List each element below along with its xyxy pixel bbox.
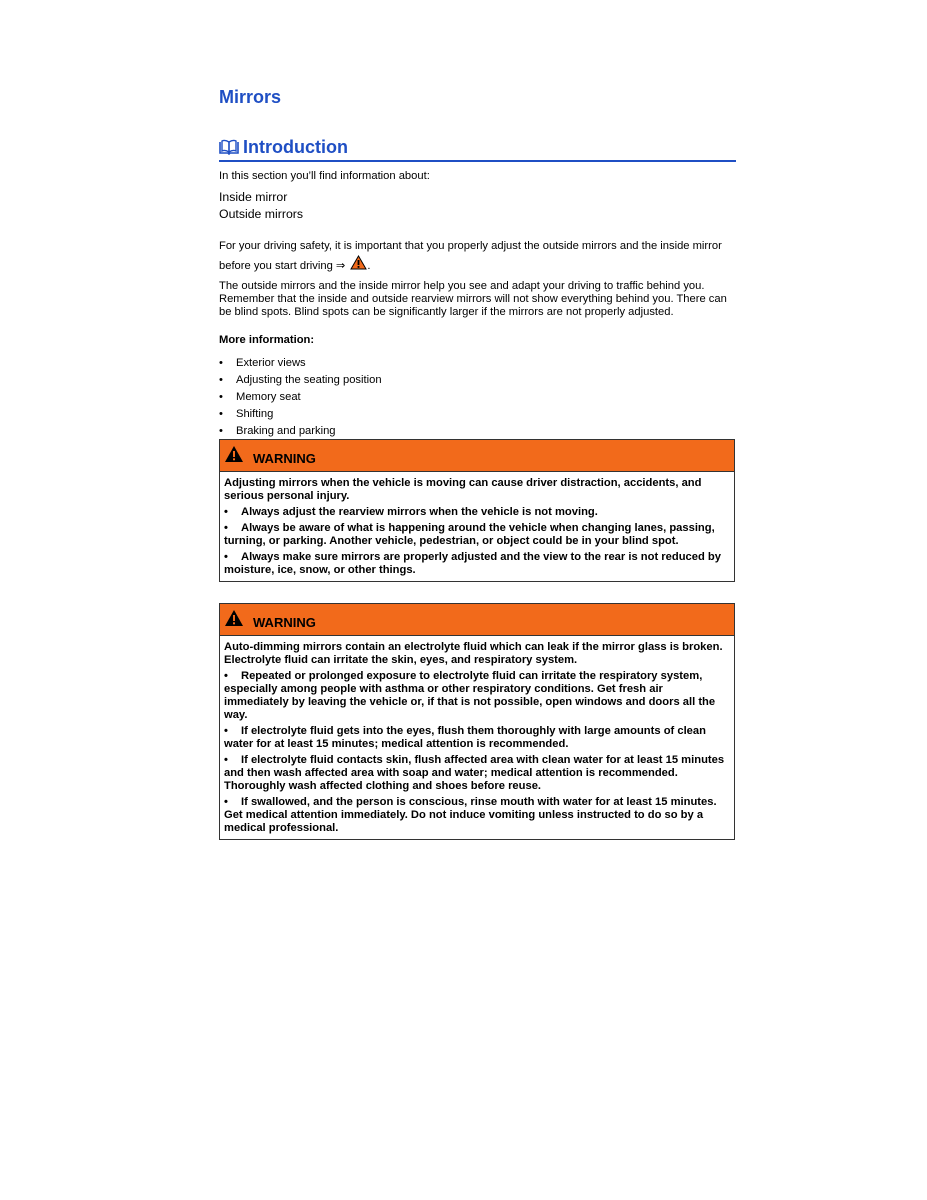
warning-intro: Adjusting mirrors when the vehicle is moving can cause driver distraction, accidents, and serious personal injury. bbox=[224, 477, 702, 502]
topic-item[interactable]: Inside mirror bbox=[219, 190, 288, 204]
warning-label: WARNING bbox=[253, 615, 316, 630]
topic-item[interactable]: Outside mirrors bbox=[219, 207, 304, 221]
warning-bullet: • Always be aware of what is happening around the vehicle when changing lanes, passing, turning, or parking. Another vehicle, pedestrian, or object could be in your blind spot. bbox=[224, 522, 715, 547]
warning-triangle-icon bbox=[224, 609, 244, 627]
warning-bullet: • Always make sure mirrors are properly adjusted and the view to the rear is not reduced by moisture, ice, snow, or other things. bbox=[224, 551, 721, 576]
warning-bullet: • If electrolyte fluid gets into the eyes, flush them thoroughly with large amounts of clean water for at least 15 minutes; medical attention is recommended. bbox=[224, 725, 706, 750]
warning-triangle-icon bbox=[224, 445, 244, 463]
warning-body bbox=[220, 472, 734, 581]
warning-triangle-icon[interactable] bbox=[350, 255, 367, 270]
detail-paragraph: The outside mirrors and the inside mirror help you see and adapt your driving to traffic behind you. Remember that the inside and outside rearview mirrors will not show everything behind you. There can be blind spots. Blind spots can be significantly larger if the mirrors are not properly adjusted. bbox=[219, 280, 727, 318]
more-info-item[interactable]: • Exterior views bbox=[219, 357, 306, 369]
warning-bullet: • Always adjust the rearview mirrors when the vehicle is not moving. bbox=[224, 506, 598, 518]
more-info-item[interactable]: • Shifting bbox=[219, 408, 274, 420]
more-info-heading: More information: bbox=[219, 334, 315, 346]
warning-label: WARNING bbox=[253, 451, 316, 466]
safety-paragraph bbox=[219, 237, 734, 275]
intro-lead: In this section you’ll find information about: bbox=[219, 170, 430, 182]
page-title: Mirrors bbox=[219, 87, 282, 107]
warning-box bbox=[219, 439, 735, 582]
safety-text: For your driving safety, it is important that you properly adjust the outside mirrors and the inside mirror before you start driving ⇒ bbox=[219, 240, 722, 272]
intro-content bbox=[219, 170, 734, 440]
warning-body bbox=[220, 636, 734, 839]
more-info-item[interactable]: • Memory seat bbox=[219, 391, 301, 403]
warning-bullet: • If swallowed, and the person is conscious, rinse mouth with water for at least 15 minutes. Get medical attention immediately. Do not induce vomiting unless instructed to do so by a medical professional. bbox=[224, 796, 717, 834]
section-header bbox=[219, 136, 736, 162]
topic-list bbox=[219, 189, 734, 223]
warning-header bbox=[220, 604, 734, 636]
warning-bullet: • If electrolyte fluid contacts skin, flush affected area with clean water for at least 15 minutes and then wash affected area with soap and water; medical attention is recommended. Thoroughly wash affected clothing and shoes before reuse. bbox=[224, 754, 725, 792]
warning-box bbox=[219, 603, 735, 840]
warning-header bbox=[220, 440, 734, 472]
warning-intro: Auto-dimming mirrors contain an electrolyte fluid which can leak if the mirror glass is broken. Electrolyte fluid can irritate the skin, eyes, and respiratory system. bbox=[224, 641, 723, 666]
book-icon bbox=[219, 139, 239, 155]
warning-bullet: • Repeated or prolonged exposure to electrolyte fluid can irritate the respiratory system, especially among people with asthma or other respiratory conditions. Get fresh air immediately by leaving the vehicle or, if that is not possible, open windows and doors all the way. bbox=[224, 670, 716, 721]
safety-end: . bbox=[367, 260, 371, 272]
more-info-list bbox=[219, 355, 734, 440]
section-title: Introduction bbox=[243, 137, 348, 157]
more-info-item[interactable]: • Adjusting the seating position bbox=[219, 374, 382, 386]
more-info-item[interactable]: • Braking and parking bbox=[219, 425, 336, 437]
